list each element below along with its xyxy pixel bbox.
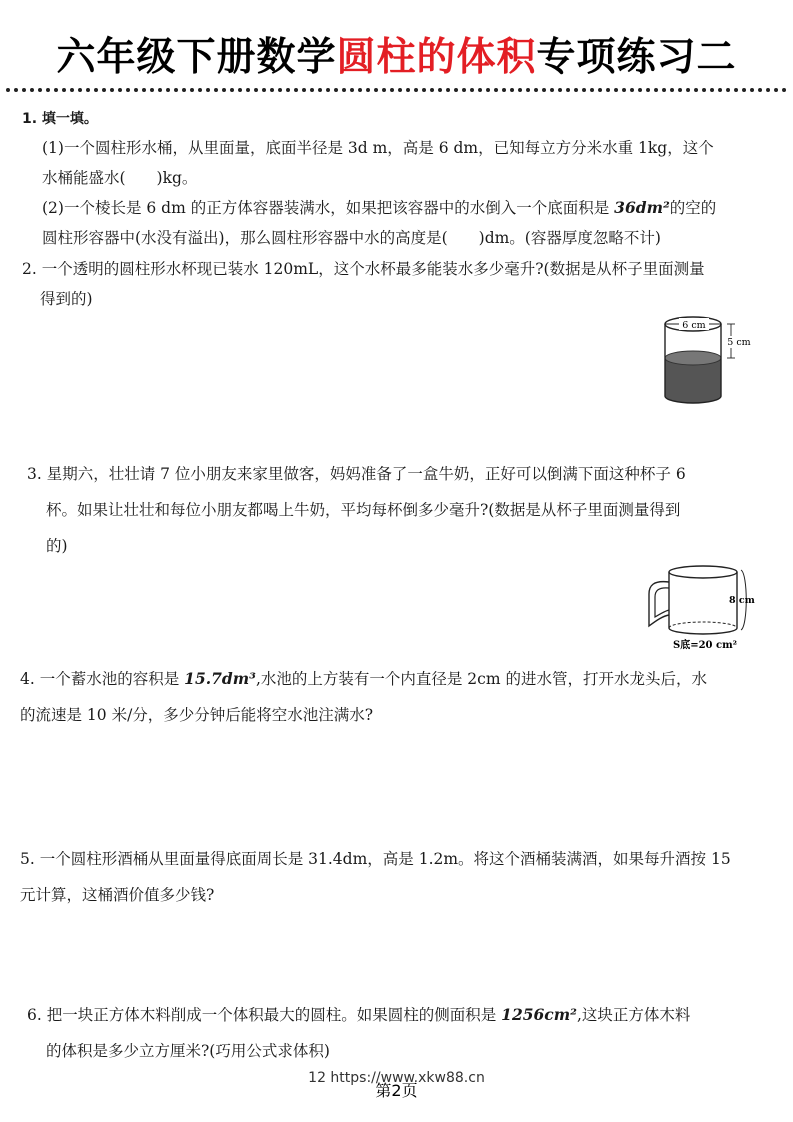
q4-line2: 的流速是 10 米/分，多少分钟后能将空水池注满水? xyxy=(20,706,374,724)
q4-math: 15.7dm³ xyxy=(184,669,256,688)
q1-part1-line1: (1)一个圆柱形水桶，从里面量，底面半径是 3d m，高是 6 dm，已知每立方分米水重 1kg，这个 xyxy=(42,139,714,157)
q5-line2: 元计算，这桶酒价值多少钱? xyxy=(20,886,215,904)
q1-part1-line2: 水桶能盛水( )kg。 xyxy=(42,169,198,187)
q6-text-a: 6. 把一块正方体木料削成一个体积最大的圆柱。如果圆柱的侧面积是 xyxy=(27,1006,502,1024)
mug-height-label: 8 cm xyxy=(729,595,755,606)
q6-math: 1256cm² xyxy=(501,1005,577,1024)
mug-figure xyxy=(645,560,755,655)
q4-text-a: 4. 一个蓄水池的容积是 xyxy=(20,670,185,688)
q1-heading: 1. 填一填。 xyxy=(22,111,98,127)
height-label: 5 cm xyxy=(727,337,751,348)
title-part2: 专项练习二 xyxy=(536,35,737,80)
cup-figure xyxy=(655,308,755,408)
q6-line1 xyxy=(27,1004,690,1026)
mug-bottom-arc xyxy=(669,628,737,634)
page-number: 第2页 xyxy=(375,1081,418,1100)
q3-line1: 3. 星期六，壮壮请 7 位小朋友来家里做客，妈妈准备了一盒牛奶，正好可以倒满下面这种杯子 6 xyxy=(27,465,686,483)
q3-line3: 的) xyxy=(46,537,68,555)
footer-url: 12 https://www.xkw88.cn xyxy=(308,1070,485,1086)
mug-top-ellipse xyxy=(669,566,737,578)
q1-part2-math: 36dm² xyxy=(614,198,670,217)
q3-line2: 杯。如果让壮壮和每位小朋友都喝上牛奶，平均每杯倒多少毫升?(数据是从杯子里面测量得到 xyxy=(46,501,681,519)
q1-part2-text-b: 的空的 xyxy=(669,199,717,217)
title-highlight: 圆柱的体积 xyxy=(336,35,537,80)
q1-part2-text-a: (2)一个棱长是 6 dm 的正方体容器装满水，如果把该容器中的水倒入一个底面积是 xyxy=(42,199,615,217)
mug-handle-inner xyxy=(655,588,669,617)
page-title xyxy=(0,26,793,82)
mug-bottom-hidden-arc xyxy=(669,622,737,628)
water-surface xyxy=(665,351,721,365)
q2-line2: 得到的) xyxy=(40,290,93,308)
q6-line2: 的体积是多少立方厘米?(巧用公式求体积) xyxy=(46,1042,330,1060)
q4-line1 xyxy=(20,668,707,690)
dotted-divider xyxy=(6,88,787,92)
q5-line1: 5. 一个圆柱形酒桶从里面量得底面周长是 31.4dm，高是 1.2m。将这个酒桶装满酒，如果每升酒按 15 xyxy=(20,850,731,868)
q1-part2-line2: 圆柱形容器中(水没有溢出)，那么圆柱形容器中水的高度是( )dm。(容器厚度忽略不计) xyxy=(42,229,661,247)
title-part1: 六年级下册数学 xyxy=(56,35,337,80)
diameter-label: 6 cm xyxy=(682,320,706,331)
q4-text-b: ,水池的上方装有一个内直径是 2cm 的进水管，打开水龙头后，水 xyxy=(255,670,707,688)
q6-text-b: ,这块正方体木料 xyxy=(576,1006,691,1024)
mug-area-label: S底=20 cm² xyxy=(673,640,738,651)
q1-part2-line1 xyxy=(42,197,716,219)
q2-line1: 2. 一个透明的圆柱形水杯现已装水 120mL，这个水杯最多能装水多少毫升?(数据是从杯子里面测量 xyxy=(22,260,705,278)
